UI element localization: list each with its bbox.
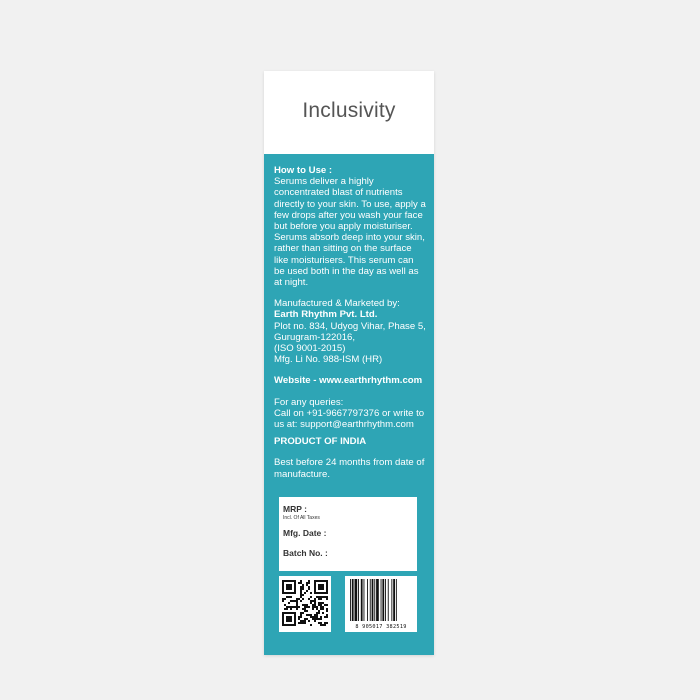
mrp-label: MRP : (283, 504, 307, 514)
batch-number-label: Batch No. : (283, 548, 328, 558)
mfg-date-label: Mfg. Date : (283, 528, 327, 538)
barcode-number: 8 905017 382519 (355, 624, 407, 630)
shelf-life-text: Best before 24 months from date of manufacture. (274, 457, 425, 480)
mrp-taxes-note: Incl. Of All Taxes (283, 515, 320, 521)
address-line-4: Mfg. Li No. 988-ISM (HR) (274, 354, 383, 366)
box-top-panel (264, 71, 434, 154)
how-to-use-heading: How to Use : (274, 165, 333, 176)
qr-code-icon (279, 576, 331, 632)
how-to-use-text: Serums deliver a highly concentrated blast of nutrients directly to your skin. To use, apply a few drops after you wash your face but before you apply moisturiser. Serums absorb deep into your skin, rather than sitting on the surface like moisturisers. This serum can be used both in the day as well as at night. (274, 176, 426, 289)
manufacturer-intro: Manufactured & Marketed by: (274, 298, 400, 310)
address-line-3: (ISO 9001-2015) (274, 343, 346, 355)
manufacturer-name: Earth Rhythm Pvt. Ltd. (274, 309, 378, 321)
address-line-1: Plot no. 834, Udyog Vihar, Phase 5, (274, 320, 426, 332)
queries-intro: For any queries: (274, 396, 344, 408)
address-line-2: Gurugram-122016, (274, 331, 356, 343)
queries-text: Call on +91-9667797376 or write to us at: support@earthrhythm.com (274, 407, 425, 431)
origin-text: PRODUCT OF INDIA (274, 436, 367, 448)
product-box (264, 71, 434, 655)
price-info-box (279, 497, 417, 571)
back-label-text (274, 165, 426, 480)
barcode (345, 576, 417, 632)
product-title: Inclusivity (302, 99, 396, 122)
website-text: Website - www.earthrhythm.com (274, 375, 423, 387)
